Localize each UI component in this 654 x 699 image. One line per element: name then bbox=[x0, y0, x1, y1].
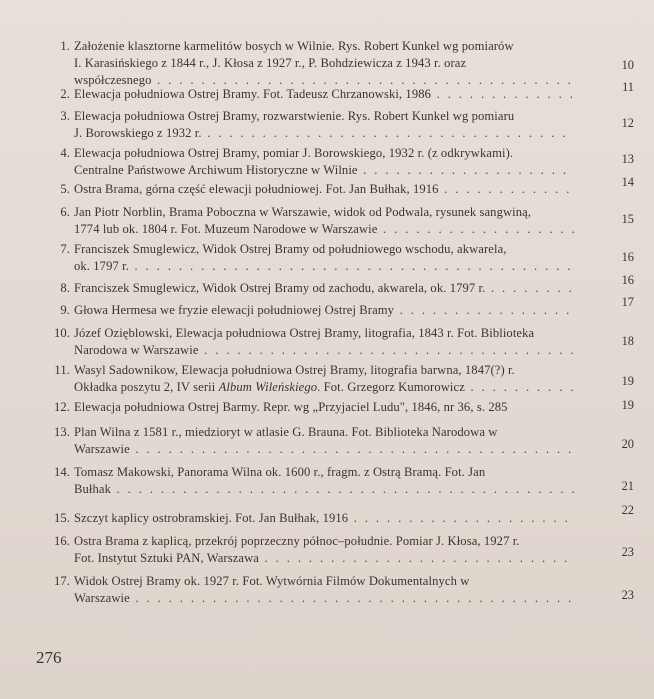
entry-line: Franciszek Smuglewicz, Widok Ostrej Bramy od zachodu, akwarela, ok. 1797 r. . . . bbox=[74, 280, 574, 297]
entry-16-page-number: 23 bbox=[621, 545, 634, 559]
entry-number: 15. bbox=[53, 511, 70, 525]
entry-13 bbox=[48, 424, 608, 458]
entry-line: Franciszek Smuglewicz, Widok Ostrej Bramy od południowego wschodu, akwarela, bbox=[74, 242, 507, 256]
entry-17-page-number: 23 bbox=[621, 588, 634, 602]
entry-8-page-number: 16 bbox=[621, 273, 634, 287]
entry-5 bbox=[48, 181, 608, 198]
entry-number: 6. bbox=[60, 205, 70, 219]
entry-number: 16. bbox=[53, 534, 70, 548]
book-title: Album Wileńskiego bbox=[218, 380, 318, 394]
entry-number: 2. bbox=[60, 87, 70, 101]
entry-line: Założenie klasztorne karmelitów bosych w Wilnie. Rys. Robert Kunkel wg pomiarów bbox=[74, 39, 514, 53]
entry-9 bbox=[48, 302, 608, 319]
entry-3-page-number: 12 bbox=[621, 116, 634, 130]
entry-5-page-number: 14 bbox=[621, 175, 634, 189]
entry-number: 3. bbox=[60, 109, 70, 123]
entry-9-page-number: 17 bbox=[621, 295, 634, 309]
entry-13-page-number: 20 bbox=[621, 437, 634, 451]
entry-line: Tomasz Makowski, Panorama Wilna ok. 1600 r., fragm. z Ostrą Bramą. Fot. Jan bbox=[74, 465, 486, 479]
entry-number: 17. bbox=[53, 574, 70, 588]
entry-number: 7. bbox=[60, 242, 70, 256]
entry-line: Centralne Państwowe Archiwum Historyczne w Wilnie . . . bbox=[74, 162, 574, 179]
entry-number: 1. bbox=[60, 39, 70, 53]
entry-line: Plan Wilna z 1581 r., miedzioryt w atlasie G. Brauna. Fot. Biblioteka Narodowa w bbox=[74, 425, 498, 439]
entry-4 bbox=[48, 145, 608, 179]
entry-number: 9. bbox=[60, 303, 70, 317]
entry-3 bbox=[48, 108, 608, 142]
entry-line bbox=[74, 379, 574, 396]
entry-line: Elewacja południowa Ostrej Barmy. Repr. wg „Przyjaciel Ludu", 1846, nr 36, s. 285 bbox=[74, 400, 508, 414]
entry-line: I. Karasińskiego z 1844 r., J. Kłosa z 1927 r., P. Bohdziewicza z 1943 r. oraz bbox=[74, 56, 467, 70]
entry-line: Wasyl Sadownikow, Elewacja południowa Ostrej Bramy, litografia barwna, 1847(?) r. bbox=[74, 363, 515, 377]
entry-line-part: . Fot. Grzegorz Kumorowicz bbox=[317, 380, 465, 394]
entry-12 bbox=[48, 399, 608, 416]
entry-16 bbox=[48, 533, 608, 567]
entry-line: Ostra Brama z kaplicą, przekrój poprzeczny północ–południe. Pomiar J. Kłosa, 1927 r. bbox=[74, 534, 520, 548]
entry-2-page-number: 11 bbox=[622, 80, 634, 94]
entry-line: Narodowa w Warszawie . . . bbox=[74, 342, 574, 359]
entry-12-page-number: 19 bbox=[621, 398, 634, 412]
entry-number: 11. bbox=[54, 363, 70, 377]
entry-7-page-number: 16 bbox=[621, 250, 634, 264]
entry-line: J. Borowskiego z 1932 r. . . . bbox=[74, 125, 574, 142]
entry-8 bbox=[48, 280, 608, 297]
entry-17 bbox=[48, 573, 608, 607]
entry-11 bbox=[48, 362, 608, 396]
entry-15-page-number: 22 bbox=[621, 503, 634, 517]
entry-line: Szczyt kaplicy ostrobramskiej. Fot. Jan Bułhak, 1916 . . . bbox=[74, 510, 574, 527]
entry-6 bbox=[48, 204, 608, 238]
entry-line: Jan Piotr Norblin, Brama Poboczna w Warszawie, widok od Podwala, rysunek sangwiną, bbox=[74, 205, 532, 219]
entry-line-part: Okładka poszytu 2, IV serii bbox=[74, 380, 219, 394]
entry-line: Widok Ostrej Bramy ok. 1927 r. Fot. Wytwórnia Filmów Dokumentalnych w bbox=[74, 574, 470, 588]
entry-10-page-number: 18 bbox=[621, 334, 634, 348]
entry-line: Elewacja południowa Ostrej Bramy, pomiar J. Borowskiego, 1932 r. (z odkrywkami). bbox=[74, 146, 514, 160]
page-folio-number: 276 bbox=[36, 648, 62, 667]
entry-15 bbox=[48, 510, 608, 527]
entry-line: Głowa Hermesa we fryzie elewacji południowej Ostrej Bramy . . . bbox=[74, 302, 574, 319]
entry-2 bbox=[48, 86, 608, 103]
entry-number: 10. bbox=[53, 326, 70, 340]
entry-10 bbox=[48, 325, 608, 359]
entry-1-page-number: 10 bbox=[621, 58, 634, 72]
entry-6-page-number: 15 bbox=[621, 212, 634, 226]
entry-7 bbox=[48, 241, 608, 275]
entry-line: Bułhak . . . bbox=[74, 481, 574, 498]
entry-11-page-number: 19 bbox=[621, 374, 634, 388]
entry-line: Warszawie . . . bbox=[74, 590, 574, 607]
entry-line: Fot. Instytut Sztuki PAN, Warszawa . . . bbox=[74, 550, 574, 567]
entry-number: 12. bbox=[53, 400, 70, 414]
entry-line: ok. 1797 r. . . . bbox=[74, 258, 574, 275]
entry-14-page-number: 21 bbox=[621, 479, 634, 493]
entry-line: Elewacja południowa Ostrej Bramy, rozwarstwienie. Rys. Robert Kunkel wg pomiaru bbox=[74, 109, 515, 123]
entry-line: Józef Ozięblowski, Elewacja południowa Ostrej Bramy, litografia, 1843 r. Fot. Biblioteka bbox=[74, 326, 535, 340]
entry-number: 4. bbox=[60, 146, 70, 160]
entry-line: Elewacja południowa Ostrej Bramy. Fot. Tadeusz Chrzanowski, 1986 . . . bbox=[74, 86, 574, 103]
entry-number: 5. bbox=[60, 182, 70, 196]
entry-number: 13. bbox=[53, 425, 70, 439]
entry-number: 14. bbox=[53, 465, 70, 479]
entry-4-page-number: 13 bbox=[621, 152, 634, 166]
entry-line: Ostra Brama, górna część elewacji południowej. Fot. Jan Bułhak, 1916 . . . bbox=[74, 181, 574, 198]
entry-line: współczesnego . . . bbox=[74, 72, 574, 89]
entry-line: Warszawie . . . bbox=[74, 441, 574, 458]
entry-line: 1774 lub ok. 1804 r. Fot. Muzeum Narodowe w Warszawie . . . bbox=[74, 221, 574, 238]
entry-number: 8. bbox=[60, 281, 70, 295]
entry-14 bbox=[48, 464, 608, 498]
entry-1 bbox=[48, 38, 608, 89]
